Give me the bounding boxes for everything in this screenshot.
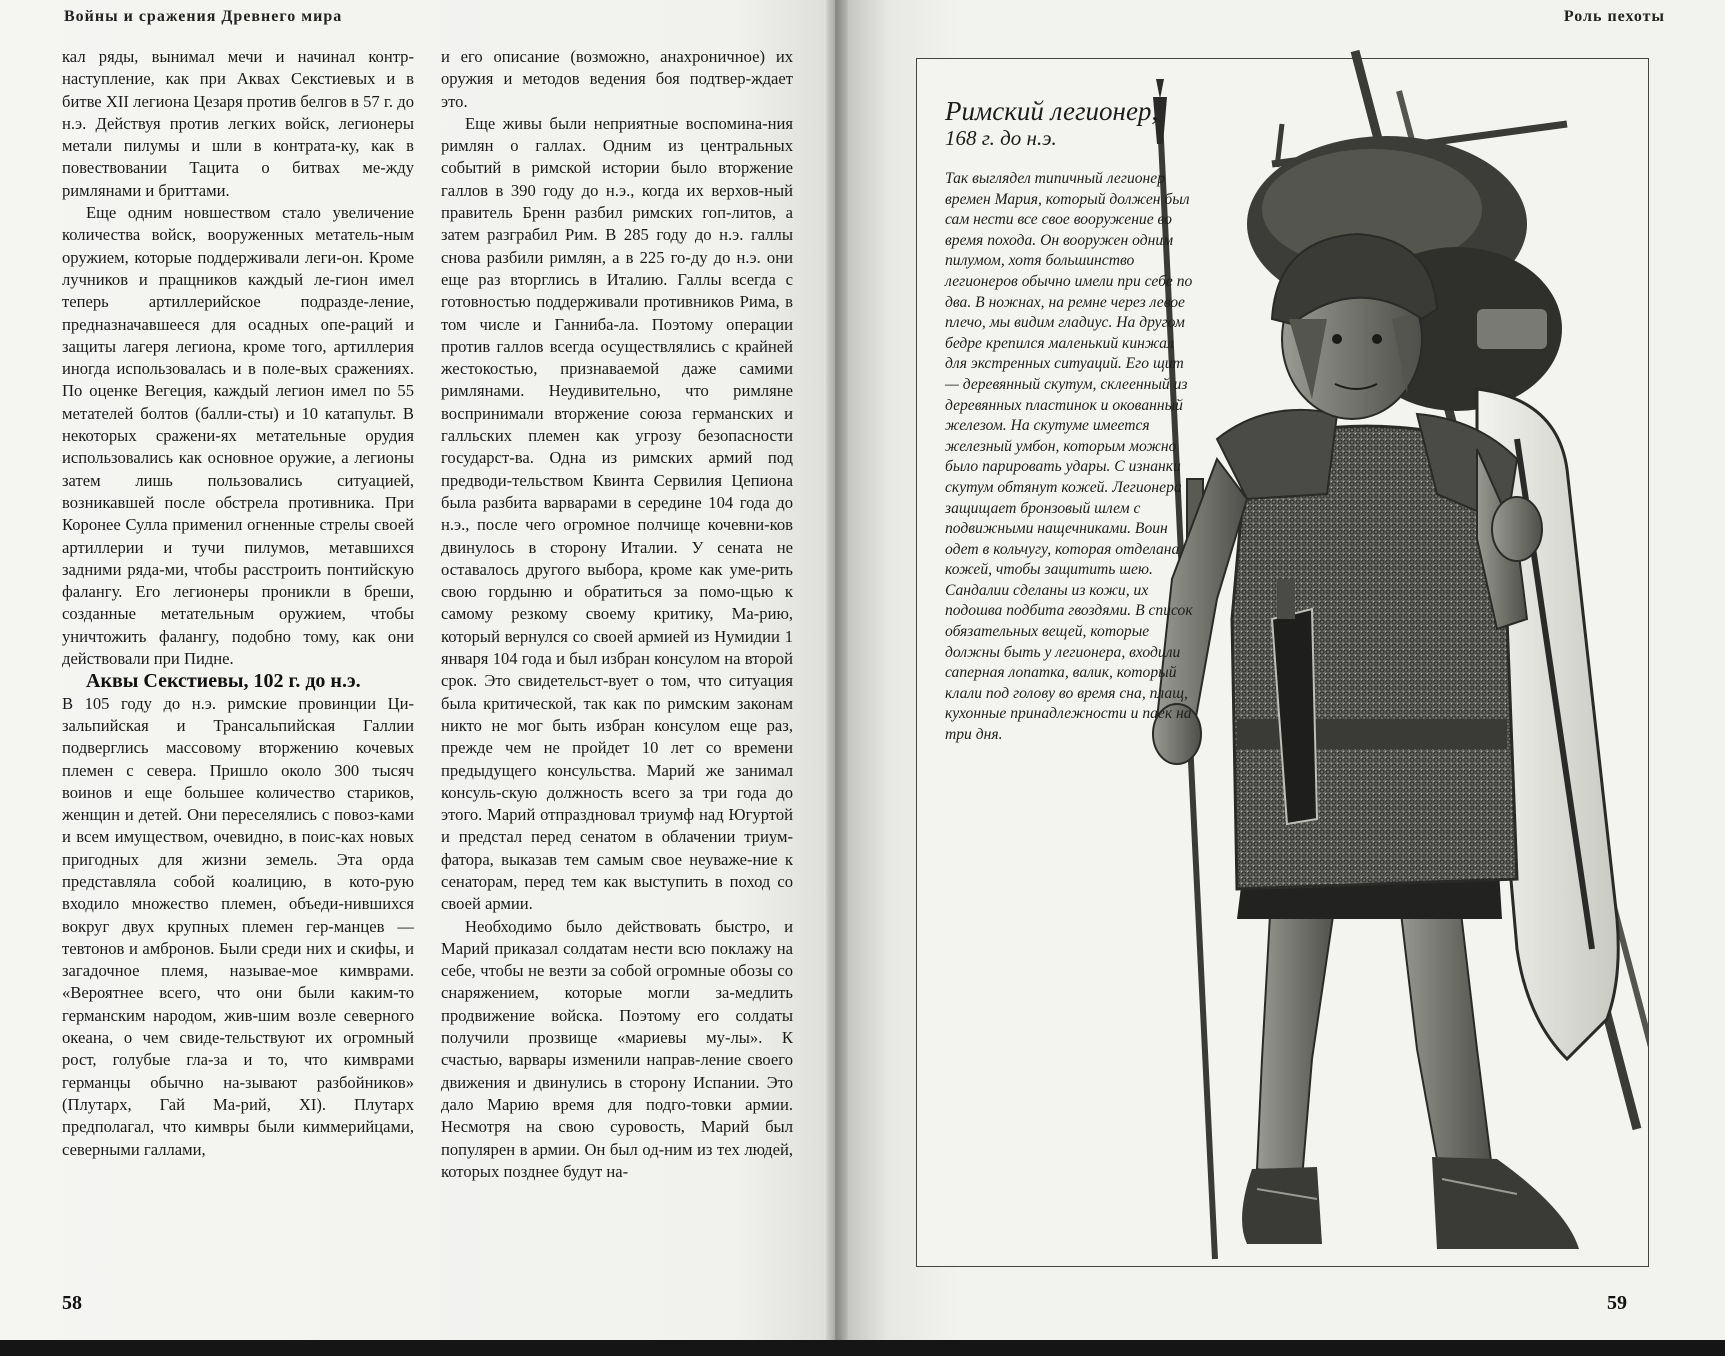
illustration-caption [945,97,1195,746]
book-gutter [826,0,848,1340]
paragraph: и его описание (возможно, анахроничное) их оружия и методов ведения боя подтвер-ждает это. [441,47,793,111]
running-head-left: Войны и сражения Древнего мира [64,8,343,25]
paragraph: Необходимо было действовать быстро, и Марий приказал солдатам нести всю поклажу на себе, чтобы не везти за собой огромные обозы со снаряжением, которые могли за-медлить продвижение войска. Поэтому его солдаты получили прозвище «мариевы му-лы». К счастью, варвары изменили направ-ление своего движения и двинулись в сторону Испании. Это дало Марию время для подго-товки армии. Несмотря на свою суровость, Марий был популярен в армии. Он был од-ним из тех людей, которых позднее будут на- [441,916,793,1181]
illustration-frame [916,58,1649,1267]
text-column-1 [62,46,414,1161]
paragraph: Еще одним новшеством стало увеличение количества войск, вооруженных метатель-ным оружием, которые поддерживали леги-он. Кроме лучников и пращников каждый ле-гион имел теперь артиллерийское подразде-ление, предназначавшееся для осадных опе-раций и защиты лагеря легиона, кроме того, артиллерия иногда использовалась и в поле-вых сражениях. По оценке Вегеция, каждый легион имел по 55 метателей болтов (балли-сты) и 10 катапульт. В некоторых сражени-ях метательные орудия использовались как основное оружие, а легионы затем лишь пользовались ситуацией, возникавшей после обстрела противника. При Коронее Сулла применил огненные стрелы своей артиллерии и тучи пилумов, метавшихся задними рядa-ми, чтобы расстроить понтийскую фалангу. Его легионеры проникли в бреши, созданные метательным оружием, чтобы уничтожить фалангу, подобно тому, как они действовали при Пидне. [62,203,414,669]
scan-edge [0,1340,1725,1356]
section-heading: Аквы Секстиевы, 102 г. до н.э. [86,670,361,693]
page-number-right: 59 [1607,1292,1627,1314]
caption-body: Так выглядел типичный легионер времен Мария, который должен был сам нести все свое вооружение во время похода. Он вооружен одним пилумом, хотя большинство легионеров обычно имели при себе по два. В ножнах, на ремне через левое плечо, мы видим гладиус. На другом бедре крепился маленький кинжал для экстренных ситуаций. Его щит — деревянный скутум, склеенный из деревянных пластинок и окованный железом. На скутуме имеется железный умбон, которым можно было парировать удары. С изнанки скутум обтянут кожей. Легионера защищает бронзовый шлем с подвижными нащечниками. Воин одет в кольчугу, которая отделана кожей, чтобы защитить шею. Сандалии сделаны из кожи, их подошва подбита гвоздями. В список обязательных вещей, которые должны быть у легионера, входили саперная лопатка, валик, который клали под голову во время сна, плащ, кухонные принадлежности и паек на три дня. [945,170,1193,744]
text-column-2 [441,46,793,1183]
paragraph: В 105 году до н.э. римские провинции Ци-зальпийская и Трансальпийская Галлии подверглись массовому вторжению кочевых племен с севера. Пришло около 300 тысяч воинов и еще большее количество стариков, женщин и детей. Они переселялись с повоз-ками и всем имуществом, очевидно, в поис-ках новых пригодных для жизни земель. Эта орда представляла собой коалицию, в кото-рую входило множество племен, объеди-нившихся вокруг двух крупных племен гер-манцев — тевтонов и амбронов. Были среди них и скифы, и загадочное племя, называе-мое кимврами. «Вероятнее всего, что они были каким-то германским народом, жив-шим возле северного океана, о чем свиде-тельствуют их огромный рост, голубые гла-за и то, что кимврами германцы обычно на-зывают разбойников» (Плутарх, Гай Ма-рий, XI). Плутарх предполагал, что кимвры были киммерийцами, северными галлами, [62,693,414,1159]
paragraph: кал ряды, вынимал мечи и начинал контр-наступление, как при Аквах Секстиевых и в битве XII легиона Цезаря против белгов в 57 г. до н.э. Действуя против легких войск, легионеры метали пилумы и шли в контрата-ку, как в повествовании Тацита о битвах ме-жду римлянами и бриттами. [62,47,414,200]
caption-date: 168 г. до н.э. [945,126,1057,150]
running-head-right: Роль пехоты [1563,8,1665,25]
paragraph: Еще живы были неприятные воспомина-ния римлян о галлах. Одним из центральных событий в римской истории было вторжение галлов в 390 году до н.э., когда их верхов-ный правитель Бренн разбил римских гоп-литов, а затем разграбил Рим. В 285 году до н.э. галлы снова разбили римлян, а в 225 го-ду до н.э. они еще раз вторглись в Италию. Галлы всегда с готовностью поддерживали противников Рима, в том числе и Ганниба-ла. Поэтому операции против галлов всегда осуществлялись с крайней жестокостью, признаваемой даже самими римлянами. Неудивительно, что римляне воспринимали вторжение союза германских и галльских племен как угрозу безопасности государст-ва. Одна из римских армий под предводи-тельством Квинта Сервилия Цепиона была разбита варварами в середине 104 года до н.э., после чего огромное полчище кочевни-ков двинулось в сторону Италии. У сената не оставалось другого выбора, кроме как уме-рить свою гордыню и обратиться за помо-щью к самому резкому своему критику, Ма-рию, который вернулся со своей армией из Нумидии 1 января 104 года и был избран консулом на второй срок. Это свидетельст-вует о том, что ситуация была критической, так как по римским законам никто не мог быть избран консулом еще раз, прежде чем не пройдет 10 лет со времени предыдущего консульства. Марий же занимал консуль-скую должность всего за три года до этого. Марий отпраздновал триумф над Югуртой и предстал перед сенатом в облачении триум-фатора, выказав тем самым свое неуваже-ние к сенаторам, перед тем как выступить в поход со своей армии. [441,113,793,914]
page-number-left: 58 [62,1292,82,1314]
chainmail-icon [1217,410,1517,889]
caption-title: Римский легионер, [945,96,1159,126]
left-page [0,0,835,1340]
